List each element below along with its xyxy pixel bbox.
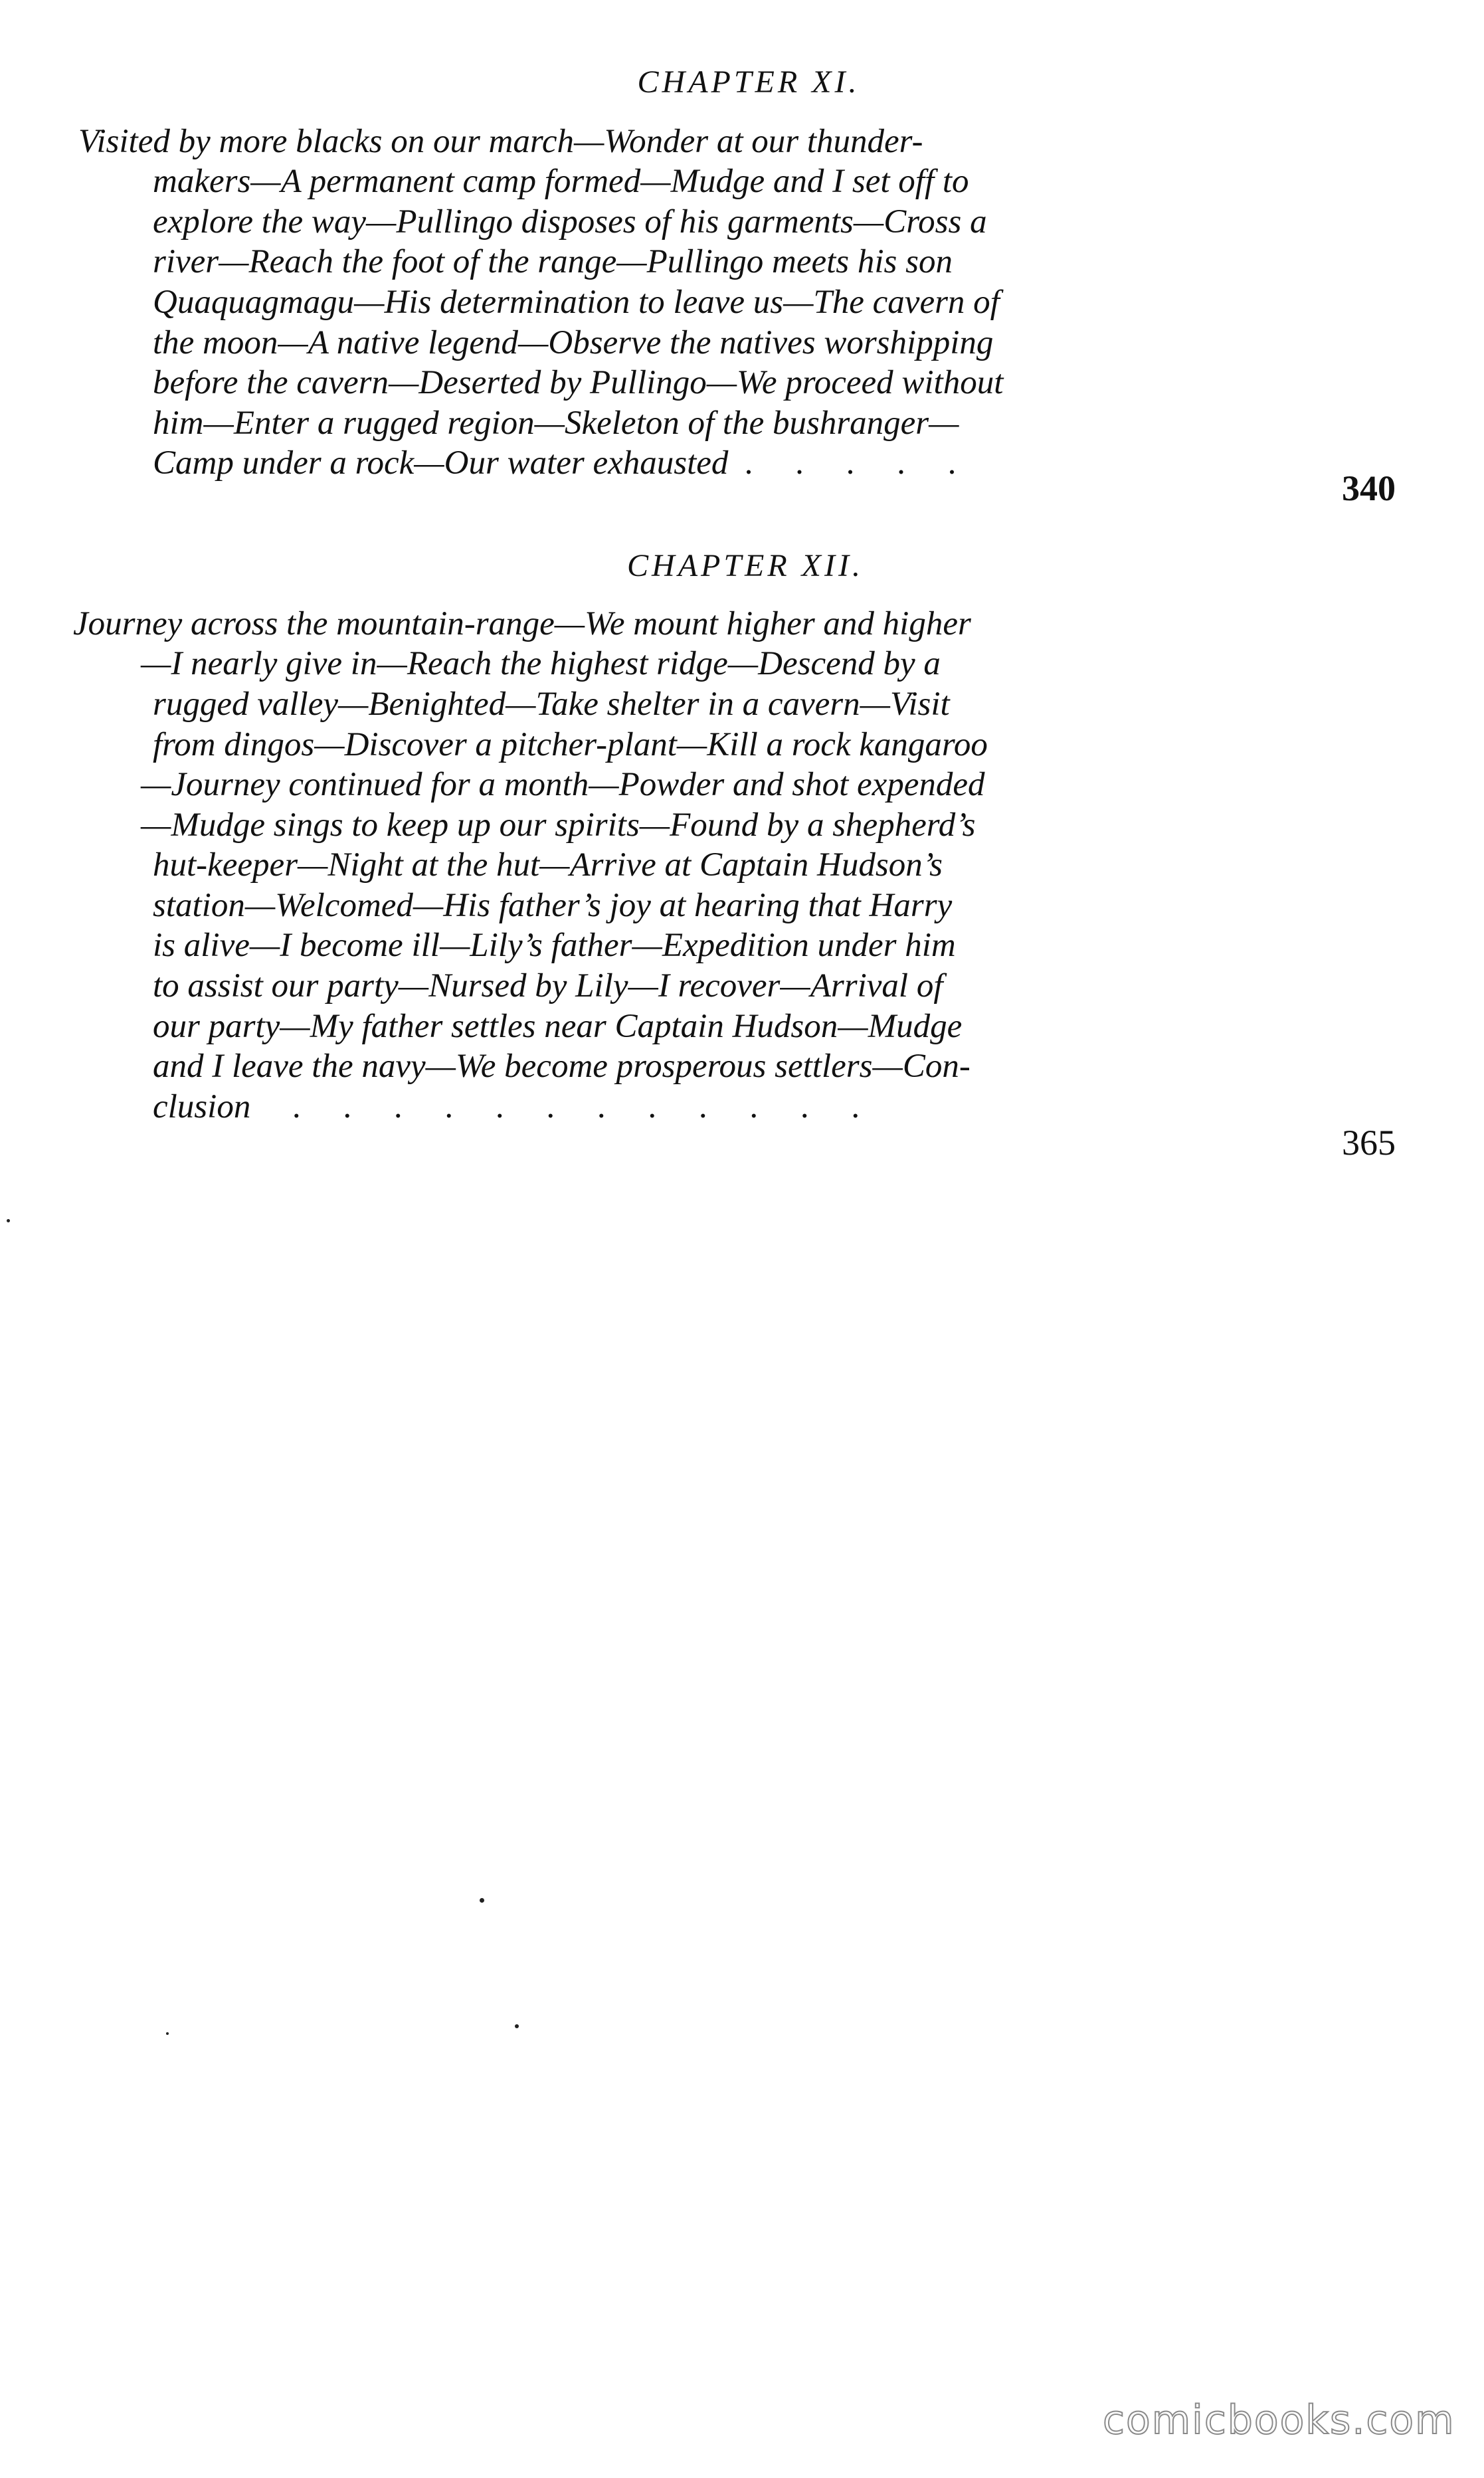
summary-line: our party—My father settles near Captain Hudson—Mudge: [153, 1008, 963, 1045]
summary-line: Visited by more blacks on our march—Wonder at our thunder-: [78, 123, 923, 160]
print-speck: [480, 1898, 484, 1903]
chapter-xi-page-number: 340: [1342, 468, 1396, 508]
summary-line: the moon—A native legend—Observe the natives worshipping: [153, 324, 994, 361]
summary-line: him—Enter a rugged region—Skeleton of the bushranger—: [153, 405, 959, 442]
print-speck: [166, 2032, 169, 2035]
summary-line: clusion . . . . . . . . . . . .: [153, 1088, 861, 1125]
summary-line: makers—A permanent camp formed—Mudge and I set off to: [153, 163, 969, 200]
summary-line: before the cavern—Deserted by Pullingo—We proceed without: [153, 364, 1004, 401]
summary-line: from dingos—Discover a pitcher-plant—Kill a rock kangaroo: [153, 726, 988, 763]
summary-line: Camp under a rock—Our water exhausted . . . . .: [153, 444, 957, 482]
summary-line: rugged valley—Benighted—Take shelter in a cavern—Visit: [153, 686, 950, 723]
chapter-xii-page-number: 365: [1342, 1123, 1396, 1163]
chapter-xii-heading: CHAPTER XII.: [627, 548, 864, 583]
summary-line: is alive—I become ill—Lily’s father—Expedition under him: [153, 927, 956, 964]
summary-line: explore the way—Pullingo disposes of his garments—Cross a: [153, 203, 987, 240]
chapter-xi-heading: CHAPTER XI.: [637, 64, 860, 100]
summary-line: and I leave the navy—We become prosperous settlers—Con-: [153, 1048, 971, 1085]
print-speck: [7, 1219, 10, 1222]
summary-line: Quaquagmagu—His determination to leave us—The cavern of: [153, 284, 1000, 321]
print-speck: [515, 2024, 519, 2028]
summary-line: —Mudge sings to keep up our spirits—Found by a shepherd’s: [141, 807, 976, 844]
watermark-text: comicbooks.com: [1103, 2397, 1455, 2443]
summary-line: hut-keeper—Night at the hut—Arrive at Captain Hudson’s: [153, 846, 943, 884]
summary-line: Journey across the mountain-range—We mount higher and higher: [73, 605, 971, 642]
summary-line: —I nearly give in—Reach the highest ridge—Descend by a: [141, 645, 941, 682]
summary-line: to assist our party—Nursed by Lily—I recover—Arrival of: [153, 967, 943, 1004]
summary-line: river—Reach the foot of the range—Pullingo meets his son: [153, 243, 953, 280]
summary-line: —Journey continued for a month—Powder and shot expended: [141, 766, 985, 803]
summary-line: station—Welcomed—His father’s joy at hearing that Harry: [153, 887, 953, 924]
